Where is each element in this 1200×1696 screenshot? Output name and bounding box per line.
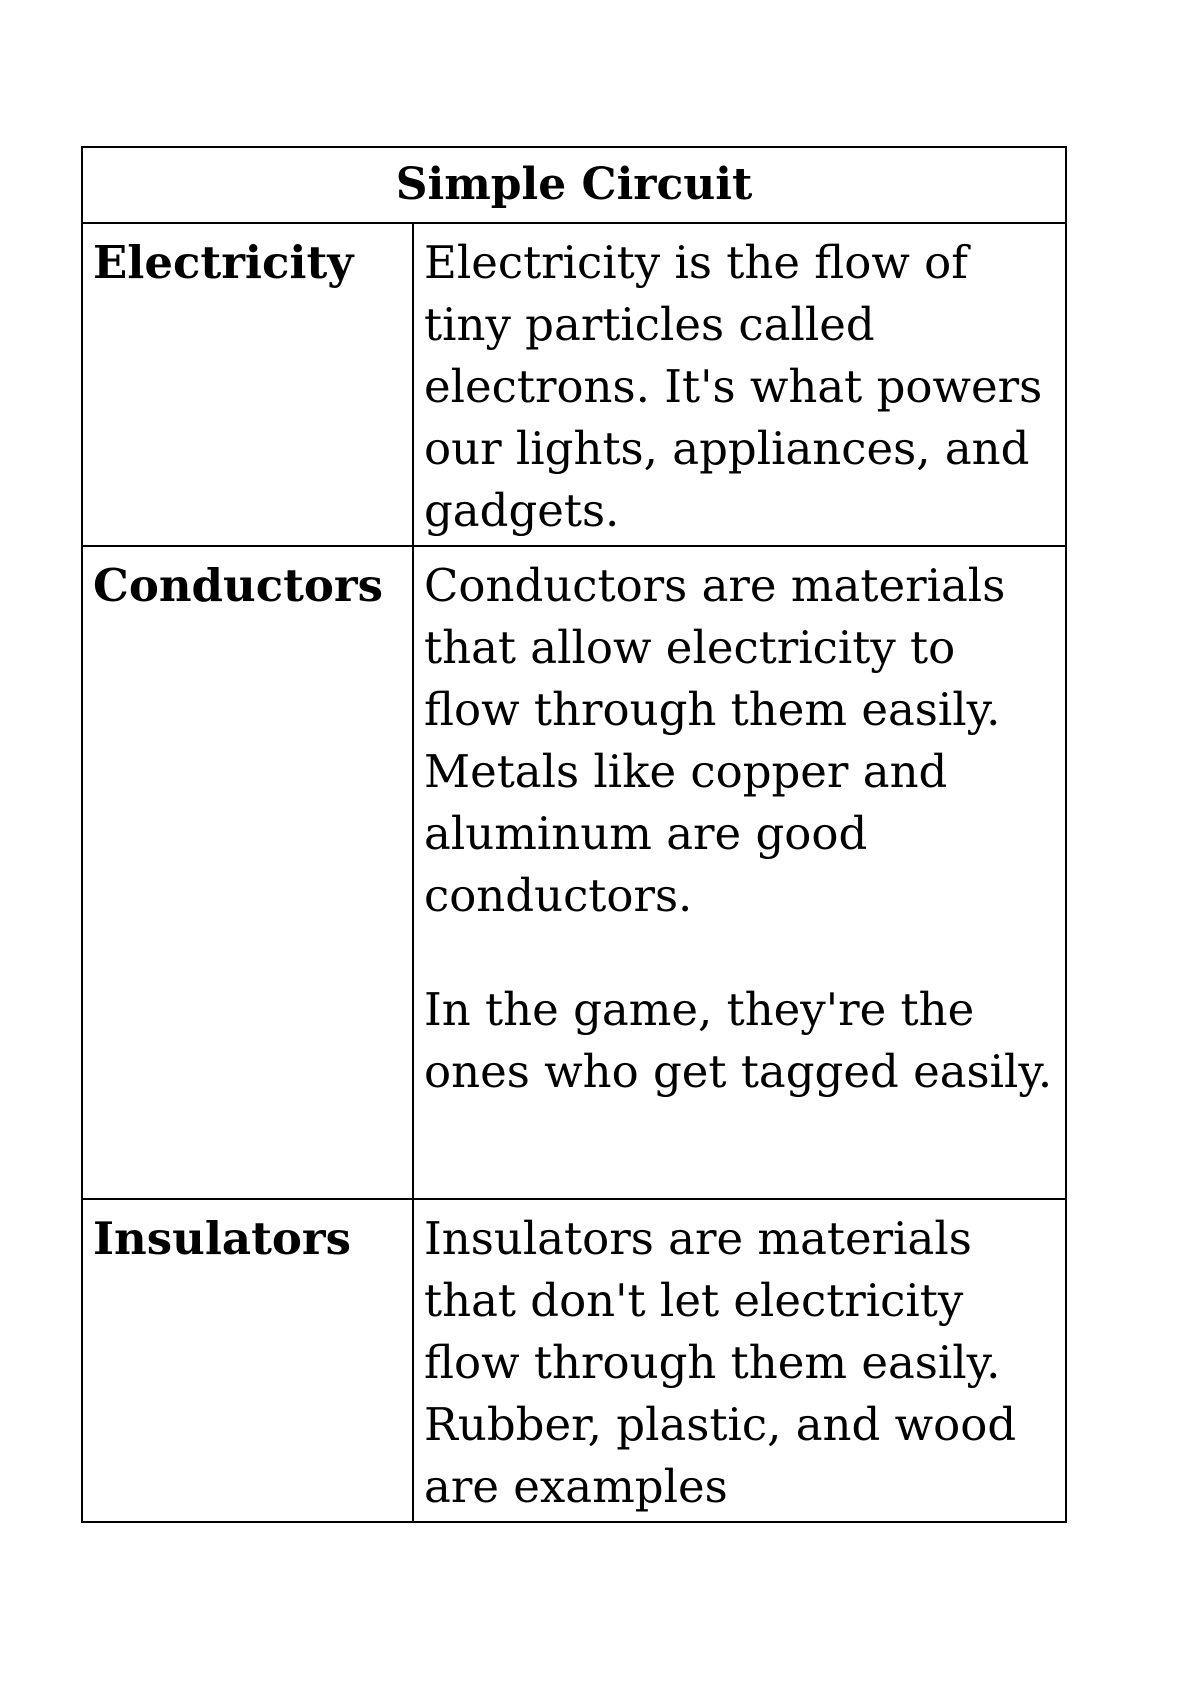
- definition-paragraph: Conductors are materials that allow electricity to flow through them easily. Metals like copper and aluminum are good conductors.: [424, 559, 1006, 922]
- table-row: [82, 223, 1066, 546]
- table-title: Simple Circuit: [82, 147, 1066, 223]
- term-electricity: Electricity: [82, 223, 413, 546]
- vocabulary-table: [81, 146, 1067, 1523]
- definition-paragraph: In the game, they're the ones who get tagged easily.: [424, 983, 1053, 1098]
- definition-conductors: [413, 546, 1066, 1199]
- term-conductors: Conductors: [82, 546, 413, 1199]
- definition-paragraph: Electricity is the flow of tiny particles called electrons. It's what powers our lights, appliances, and gadgets.: [424, 236, 1043, 537]
- definition-insulators: [413, 1199, 1066, 1522]
- term-insulators: Insulators: [82, 1199, 413, 1522]
- table-row: [82, 1199, 1066, 1522]
- table-title-row: [82, 147, 1066, 223]
- definition-electricity: [413, 223, 1066, 546]
- table-row: [82, 546, 1066, 1199]
- definition-paragraph: Insulators are materials that don't let electricity flow through them easily. Rubber, plastic, and wood are examples: [424, 1212, 1017, 1513]
